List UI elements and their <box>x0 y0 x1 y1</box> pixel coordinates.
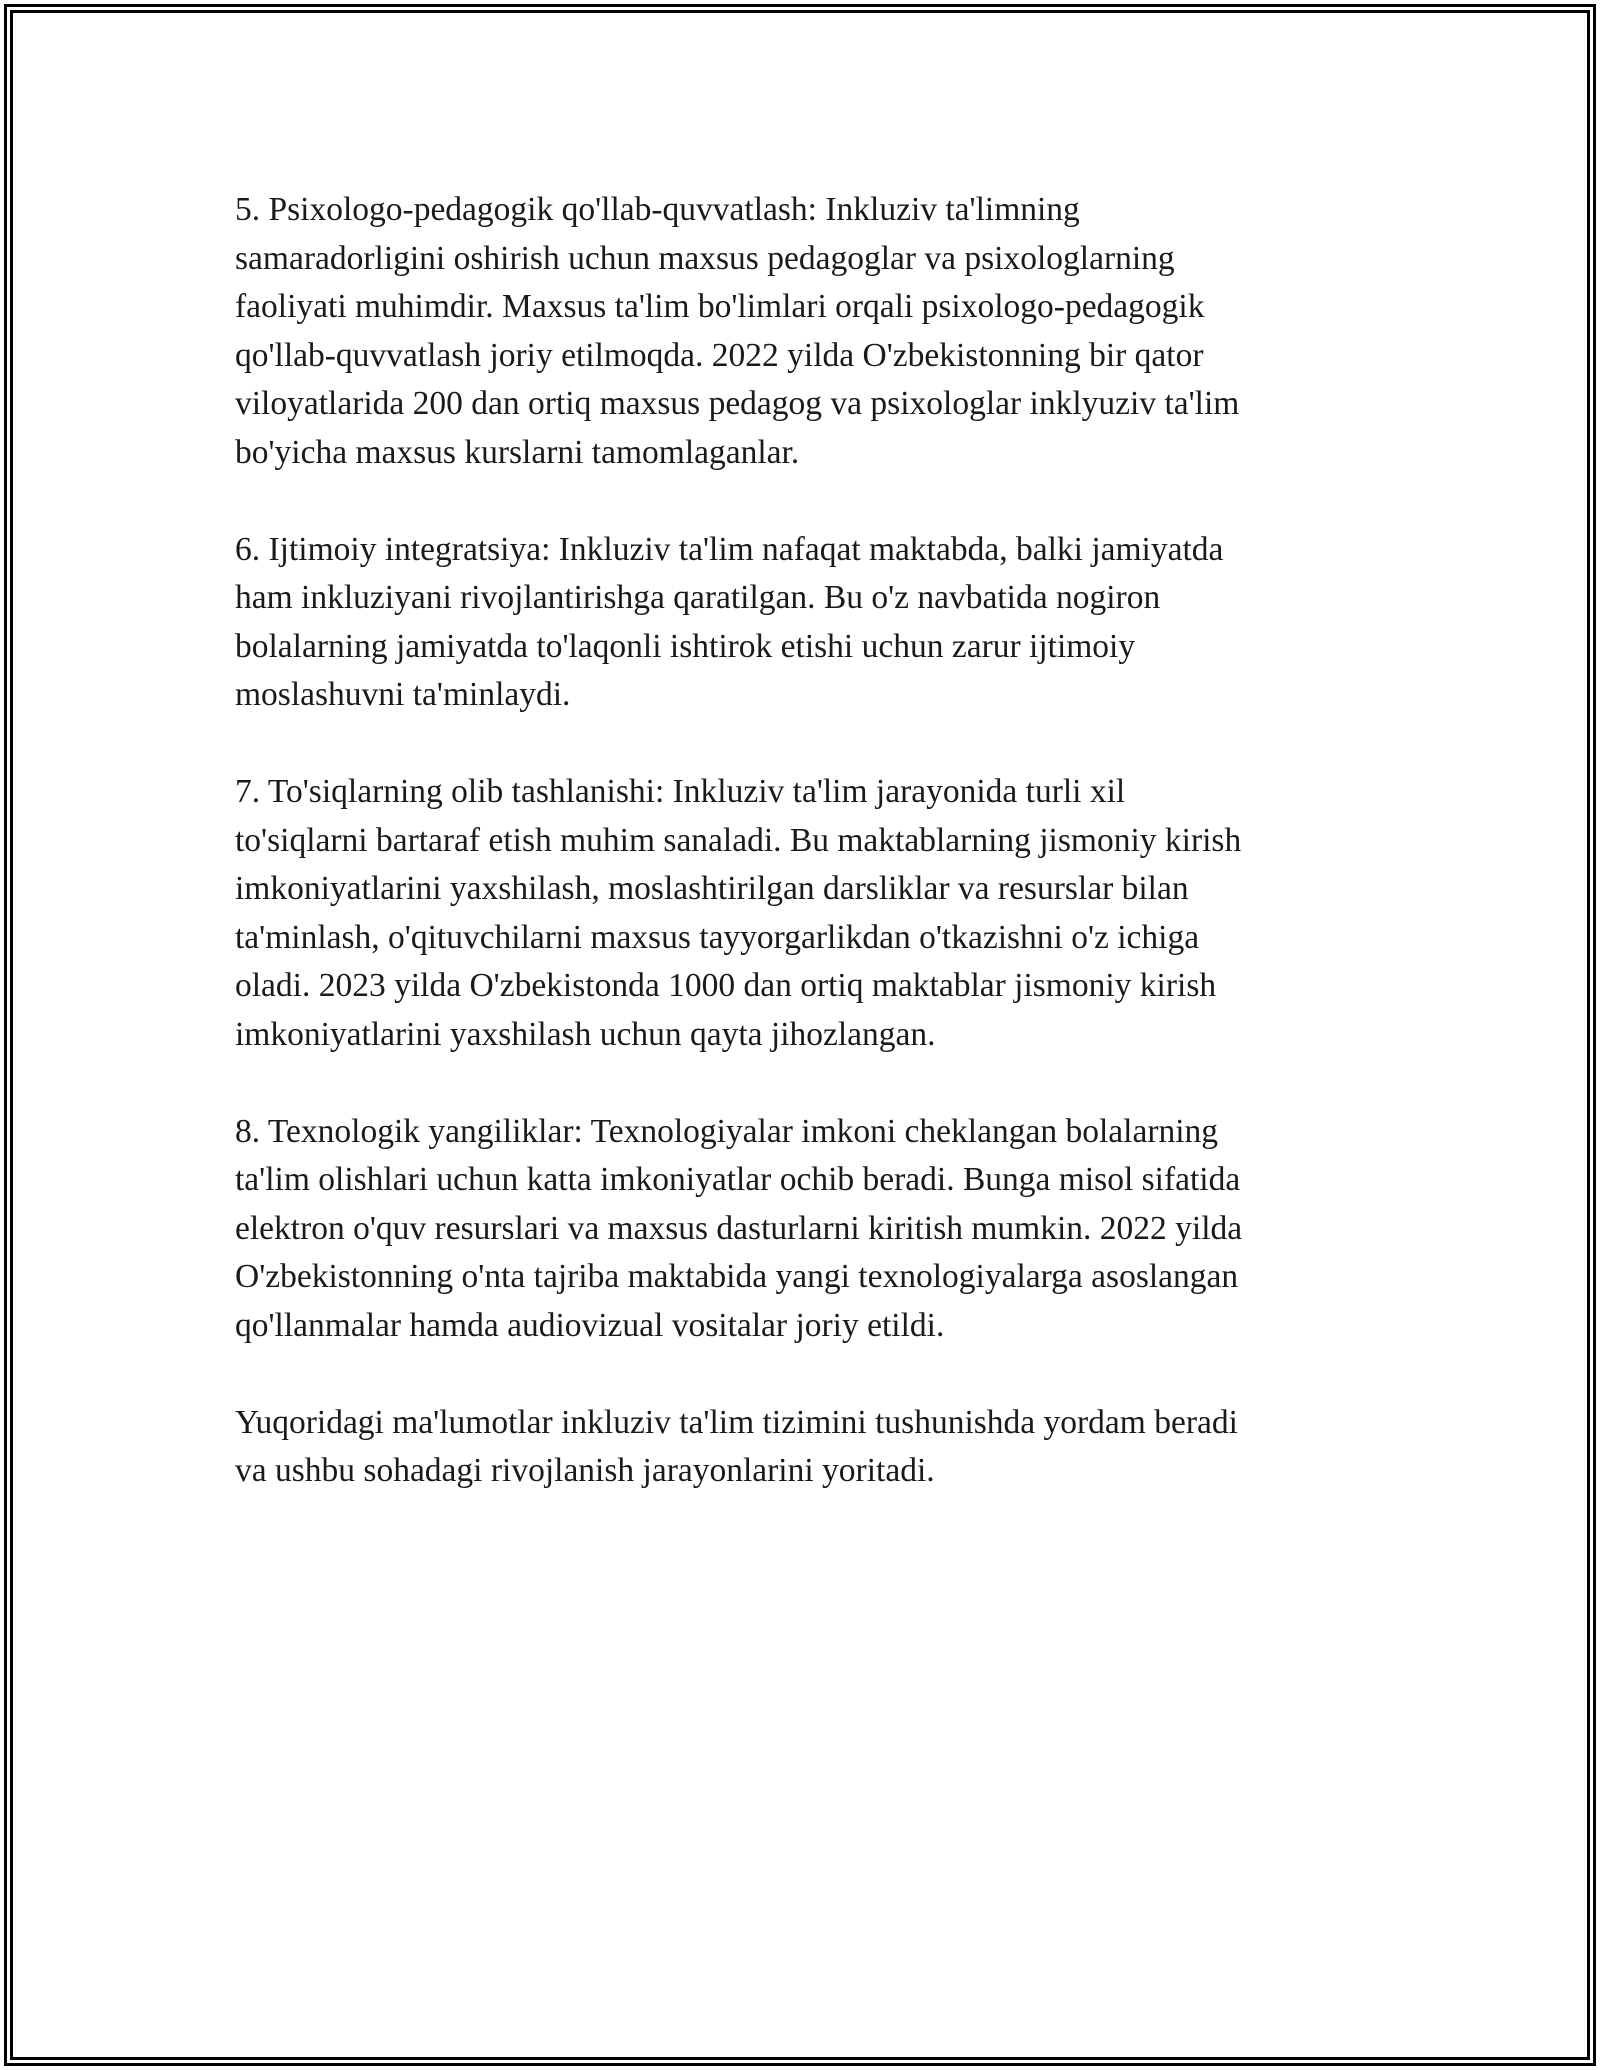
paragraph-conclusion: Yuqoridagi ma'lumotlar inkluziv ta'lim tizimini tushunishda yordam beradi va ushbu sohadagi rivojlanish jarayonlarini yoritadi. <box>235 1403 1238 1489</box>
paragraph-technological-innovations: 8. Texnologik yangiliklar: Texnologiyalar imkoni cheklangan bolalarning ta'lim olishlari uchun katta imkoniyatlar ochib beradi. Bunga misol sifatida elektron o'quv resurslari va maxsus dasturlarni kiritish mumkin. 2022 yilda O'zbekistonning o'nta tajriba maktabida yangi texnologiyalarga asoslangan qo'llanmalar hamda audiovizual vositalar joriy etildi. <box>235 1112 1243 1344</box>
document-body <box>235 186 1355 1544</box>
paragraph-barrier-removal: 7. To'siqlarning olib tashlanishi: Inkluziv ta'lim jarayonida turli xil to'siqlarni bartaraf etish muhim sanaladi. Bu maktablarning jismoniy kirish imkoniyatlarini yaxshilash, moslashtirilgan darsliklar va resurslar bilan ta'minlash, o'qituvchilarni maxsus tayyorgarlikdan o'tkazishni o'z ichiga oladi. 2023 yilda O'zbekistonda 1000 dan ortiq maktablar jismoniy kirish imkoniyatlarini yaxshilash uchun qayta jihozlangan. <box>235 773 1242 1053</box>
paragraph-psychological-support: 5. Psixologo-pedagogik qo'llab-quvvatlash: Inkluziv ta'limning samaradorligini oshirish uchun maxsus pedagoglar va psixologlarning faoliyati muhimdir. Maxsus ta'lim bo'limlari orqali psixologo-pedagogik qo'llab-quvvatlash joriy etilmoqda. 2022 yilda O'zbekistonning bir qator viloyatlarida 200 dan ortiq maxsus pedagog va psixologlar inklyuziv ta'lim bo'yicha maxsus kurslarni tamomlaganlar. <box>235 191 1240 471</box>
paragraph-social-integration: 6. Ijtimoiy integratsiya: Inkluziv ta'lim nafaqat maktabda, balki jamiyatda ham inkluziyani rivojlantirishga qaratilgan. Bu o'z navbatida nogiron bolalarning jamiyatda to'laqonli ishtirok etishi uchun zarur ijtimoiy moslashuvni ta'minlaydi. <box>235 530 1224 713</box>
